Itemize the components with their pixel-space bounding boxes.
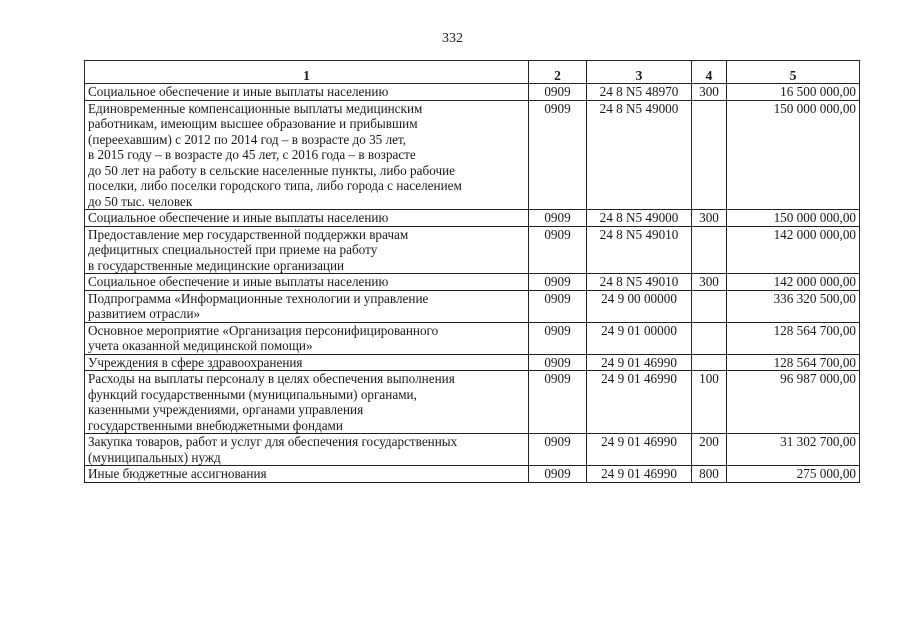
target-article-cell: 24 8 N5 49010 (587, 274, 692, 291)
row-name-cell: Иные бюджетные ассигнования (85, 466, 529, 483)
section-code-cell: 0909 (529, 322, 587, 354)
amount-cell: 142 000 000,00 (727, 226, 860, 274)
amount-cell: 128 564 700,00 (727, 322, 860, 354)
section-code-cell: 0909 (529, 466, 587, 483)
amount-cell: 275 000,00 (727, 466, 860, 483)
table-row (85, 290, 860, 322)
expense-type-cell (692, 100, 727, 210)
row-name-cell: Подпрограмма «Информационные технологии и управление развитием отрасли» (85, 290, 529, 322)
column-header-2: 2 (529, 61, 587, 84)
row-name-cell: Расходы на выплаты персоналу в целях обеспечения выполнения функций государственными (муниципальными) органами, казенными учреждениями, органами управления государственными внебюджетными фондами (85, 371, 529, 434)
section-code-cell: 0909 (529, 274, 587, 291)
header-row (85, 61, 860, 84)
column-header-4: 4 (692, 61, 727, 84)
budget-table (84, 60, 860, 483)
section-code-cell: 0909 (529, 210, 587, 227)
section-code-cell: 0909 (529, 100, 587, 210)
expense-type-cell: 100 (692, 371, 727, 434)
table-row (85, 322, 860, 354)
table-row (85, 434, 860, 466)
row-name-cell: Предоставление мер государственной поддержки врачам дефицитных специальностей при приеме на работу в государственные медицинские организации (85, 226, 529, 274)
amount-cell: 128 564 700,00 (727, 354, 860, 371)
target-article-cell: 24 9 01 46990 (587, 434, 692, 466)
amount-cell: 96 987 000,00 (727, 371, 860, 434)
section-code-cell: 0909 (529, 84, 587, 101)
amount-cell: 31 302 700,00 (727, 434, 860, 466)
target-article-cell: 24 9 01 46990 (587, 371, 692, 434)
amount-cell: 142 000 000,00 (727, 274, 860, 291)
target-article-cell: 24 8 N5 49000 (587, 100, 692, 210)
table-row (85, 354, 860, 371)
table-row (85, 274, 860, 291)
target-article-cell: 24 9 01 46990 (587, 354, 692, 371)
expense-type-cell (692, 226, 727, 274)
section-code-cell: 0909 (529, 434, 587, 466)
expense-type-cell: 300 (692, 210, 727, 227)
amount-cell: 150 000 000,00 (727, 100, 860, 210)
target-article-cell: 24 8 N5 48970 (587, 84, 692, 101)
column-header-5: 5 (727, 61, 860, 84)
target-article-cell: 24 8 N5 49000 (587, 210, 692, 227)
section-code-cell: 0909 (529, 226, 587, 274)
section-code-cell: 0909 (529, 290, 587, 322)
expense-type-cell (692, 354, 727, 371)
table-row (85, 371, 860, 434)
row-name-cell: Учреждения в сфере здравоохранения (85, 354, 529, 371)
table-row (85, 84, 860, 101)
table-row (85, 466, 860, 483)
page-number: 332 (442, 31, 463, 46)
expense-type-cell (692, 290, 727, 322)
target-article-cell: 24 9 00 00000 (587, 290, 692, 322)
expense-type-cell: 300 (692, 274, 727, 291)
row-name-cell: Основное мероприятие «Организация персонифицированного учета оказанной медицинской помощи» (85, 322, 529, 354)
table-row (85, 226, 860, 274)
target-article-cell: 24 9 01 46990 (587, 466, 692, 483)
row-name-cell: Закупка товаров, работ и услуг для обеспечения государственных (муниципальных) нужд (85, 434, 529, 466)
target-article-cell: 24 8 N5 49010 (587, 226, 692, 274)
row-name-cell: Единовременные компенсационные выплаты медицинским работникам, имеющим высшее образование и прибывшим (переехавшим) с 2012 по 2014 год – в возрасте до 35 лет, в 2015 году – в возрасте до 45 лет, с 2016 года – в возрасте до 50 лет на работу в сельские населенные пункты, либо рабочие поселки, либо поселки городского типа, либо города с населением до 50 тыс. человек (85, 100, 529, 210)
table-row (85, 210, 860, 227)
section-code-cell: 0909 (529, 354, 587, 371)
expense-type-cell: 300 (692, 84, 727, 101)
amount-cell: 336 320 500,00 (727, 290, 860, 322)
table-row (85, 100, 860, 210)
amount-cell: 150 000 000,00 (727, 210, 860, 227)
section-code-cell: 0909 (529, 371, 587, 434)
expense-type-cell: 800 (692, 466, 727, 483)
row-name-cell: Социальное обеспечение и иные выплаты населению (85, 210, 529, 227)
row-name-cell: Социальное обеспечение и иные выплаты населению (85, 84, 529, 101)
target-article-cell: 24 9 01 00000 (587, 322, 692, 354)
amount-cell: 16 500 000,00 (727, 84, 860, 101)
column-header-1: 1 (85, 61, 529, 84)
expense-type-cell: 200 (692, 434, 727, 466)
row-name-cell: Социальное обеспечение и иные выплаты населению (85, 274, 529, 291)
column-header-3: 3 (587, 61, 692, 84)
expense-type-cell (692, 322, 727, 354)
